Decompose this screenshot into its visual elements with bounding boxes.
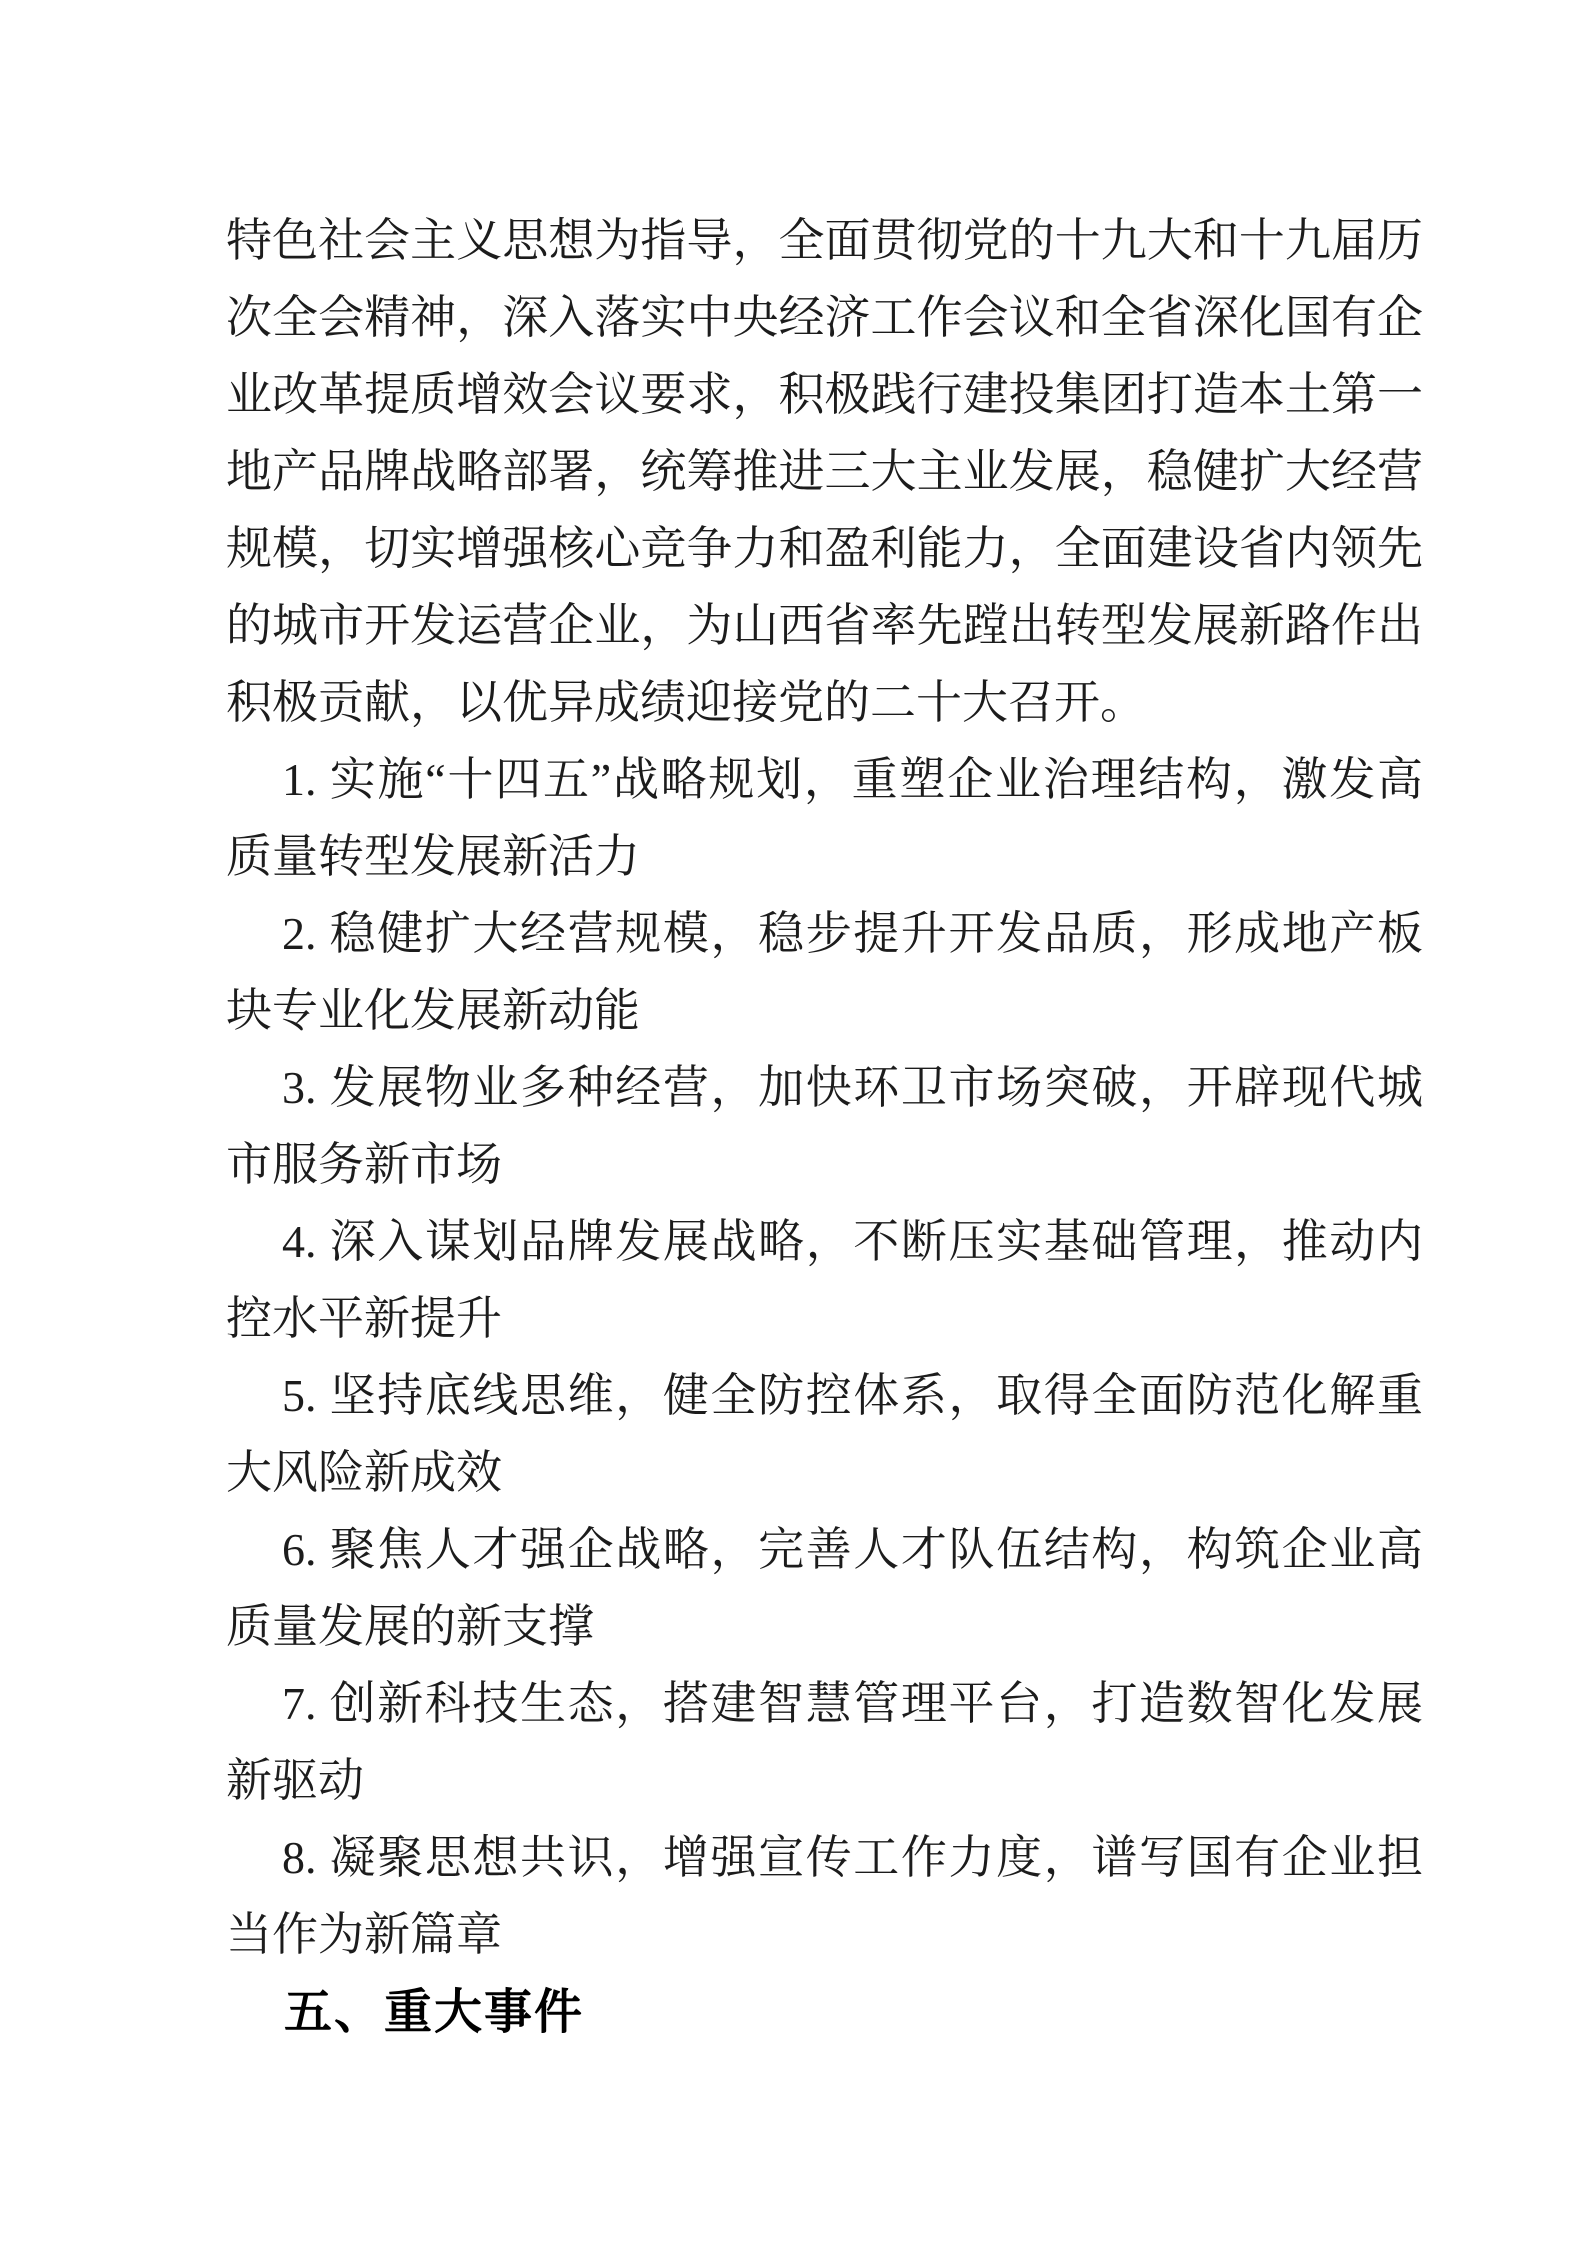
list-item-5: 5. 坚持底线思维，健全防控体系，取得全面防范化解重大风险新成效: [226, 1370, 1423, 1498]
list-item-8: 8. 凝聚思想共识，增强宣传工作力度，谱写国有企业担当作为新篇章: [226, 1832, 1423, 1960]
list-item-1: 1. 实施“十四五”战略规划，重塑企业治理结构，激发高质量转型发展新活力: [226, 754, 1423, 882]
section-heading: 五、重大事件: [284, 1986, 585, 2039]
list-item-2: 2. 稳健扩大经营规模，稳步提升开发品质，形成地产板块专业化发展新动能: [226, 908, 1423, 1036]
body-paragraph: 特色社会主义思想为指导，全面贯彻党的十九大和十九届历次全会精神，深入落实中央经济工作会议和全省深化国有企业改革提质增效会议要求，积极践行建投集团打造本土第一地产品牌战略部署，统筹推进三大主业发展，稳健扩大经营规模，切实增强核心竞争力和盈利能力，全面建设省内领先的城市开发运营企业，为山西省率先蹚出转型发展新路作出积极贡献，以优异成绩迎接党的二十大召开。: [226, 215, 1423, 728]
list-item-4: 4. 深入谋划品牌发展战略，不断压实基础管理，推动内控水平新提升: [226, 1216, 1423, 1344]
list-item-7: 7. 创新科技生态，搭建智慧管理平台，打造数智化发展新驱动: [226, 1678, 1423, 1806]
list-item-6: 6. 聚焦人才强企战略，完善人才队伍结构，构筑企业高质量发展的新支撑: [226, 1524, 1423, 1652]
list-item-3: 3. 发展物业多种经营，加快环卫市场突破，开辟现代城市服务新市场: [226, 1062, 1423, 1190]
